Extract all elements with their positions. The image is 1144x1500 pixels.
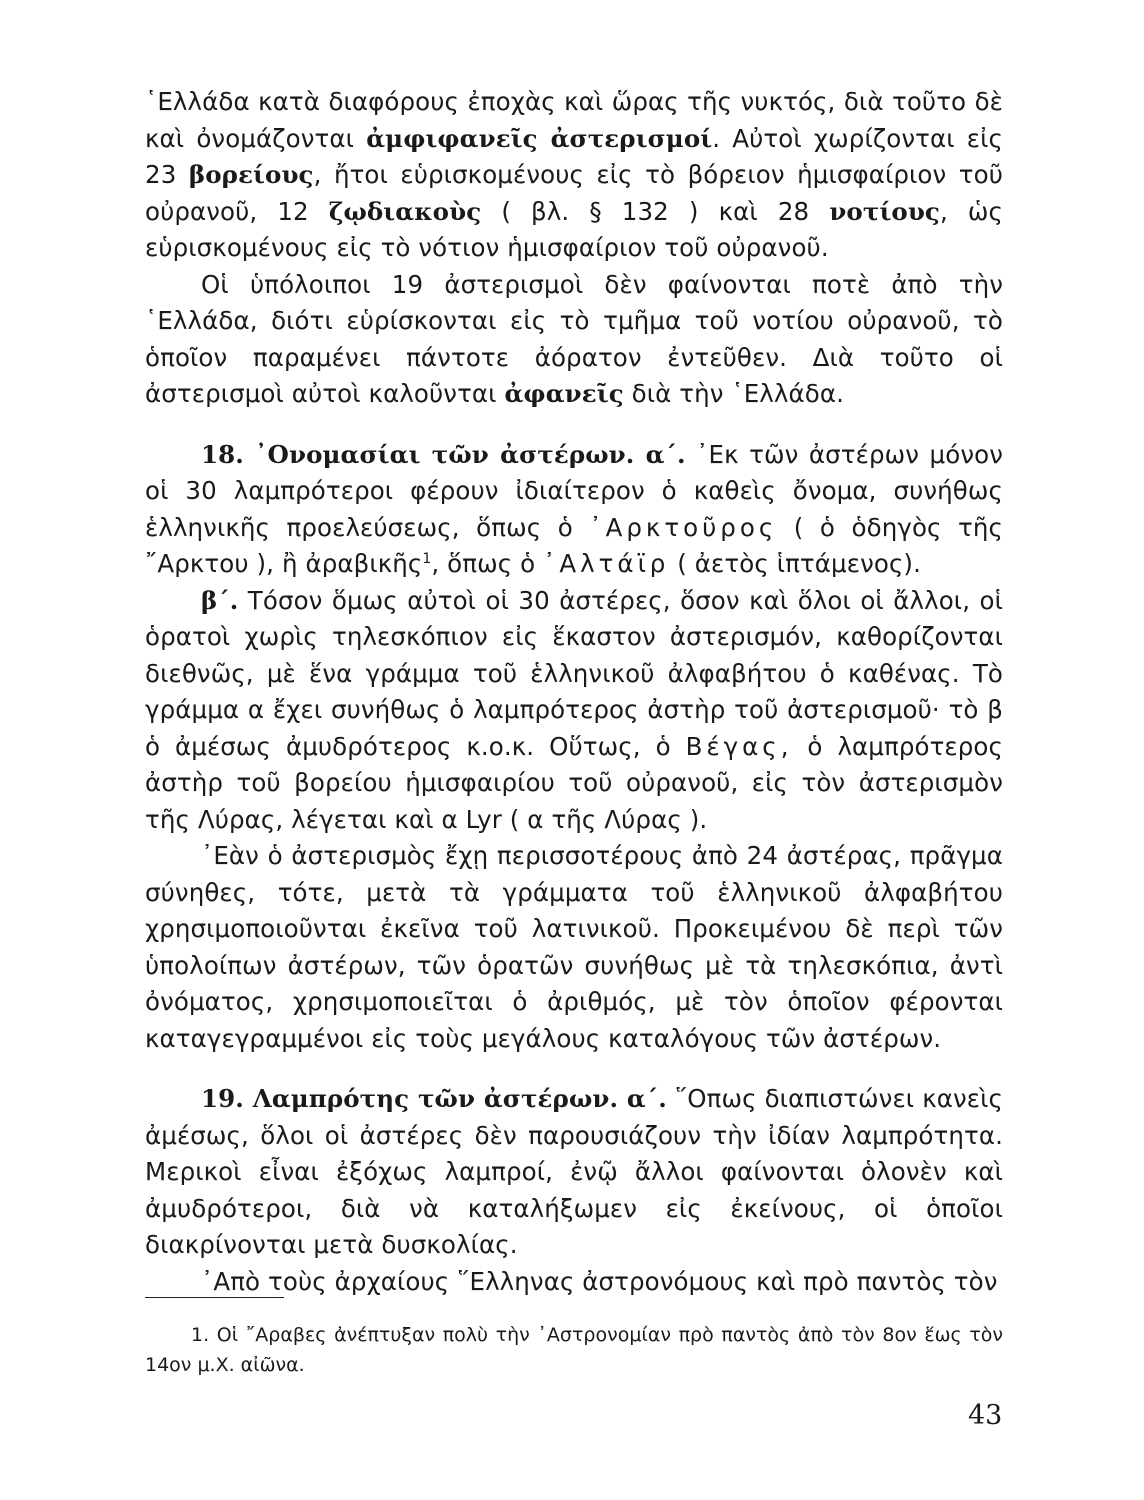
- term-zodiakoi: ζῳδιακοὺς: [328, 196, 482, 226]
- term-amphiphaneis: ἀμφιφανεῖς ἀστερισμοί: [366, 123, 713, 153]
- footnote-text: 1. Οἱ ῎Αραβες ἀνέπτυξαν πολὺ τὴν ᾿Αστρονομίαν πρὸ παντὸς ἀπὸ τὸν 8ον ἕως τὸν 14ον μ.Χ. αἰῶνα.: [145, 1324, 1003, 1376]
- footnote-ref: 1: [422, 550, 432, 567]
- main-text: [145, 84, 1003, 1300]
- term-boreioi: βορείους: [188, 160, 314, 189]
- paragraph-latin-letters: ᾿Εὰν ὁ ἀστερισμὸς ἔχῃ περισσοτέρους ἀπὸ 24 ἀστέρας, πρᾶγμα σύνηθες, τότε, μετὰ τὰ γράμματα τοῦ ἑλληνικοῦ ἀλφαβήτου χρησιμοποιοῦνται ἐκεῖνα τοῦ λατινικοῦ. Προκειμένου δὲ περὶ τῶν ὑπολοίπων ἀστέρων, τῶν ὁρατῶν συνήθως μὲ τὰ τηλεσκόπια, ἀντὶ ὀνόματος, χρησιμοποιεῖται ὁ ἀριθμός, μὲ τὸν ὁποῖον φέρονται καταγεγραμμένοι εἰς τοὺς μεγάλους καταλόγους τῶν ἀστέρων.: [145, 841, 1003, 1053]
- paragraph-beta: β΄. Τόσον ὅμως αὐτοὶ οἱ 30 ἀστέρες, ὅσον καὶ ὅλοι οἱ ἄλλοι, οἱ ὁρατοὶ χωρὶς τηλεσκόπιον εἰς ἕκαστον ἀστερισμόν, καθορίζονται διεθνῶς, μὲ ἕνα γράμμα τοῦ ἑλληνικοῦ ἀλφαβήτου ὁ καθένας. Τὸ γράμμα α ἔχει συνήθως ὁ λαμπρότερος ἀστὴρ τοῦ ἀστερισμοῦ· τὸ β ὁ ἀμέσως ἀμυδρότερος κ.ο.κ. Οὕτως, ὁ Βέγας, ὁ λαμπρότερος ἀστὴρ τοῦ βορείου ἡμισφαιρίου τοῦ οὐρανοῦ, εἰς τὸν ἀστερισμὸν τῆς Λύρας, λέγεται καὶ α Lyr ( α τῆς Λύρας ).: [145, 585, 1003, 834]
- subsection-beta-label: β΄.: [201, 585, 239, 615]
- section-18-heading: 18. ᾿Ονομασίαι τῶν ἀστέρων. α΄.: [201, 439, 686, 469]
- paragraph-ancient-astronomers: ᾿Απὸ τοὺς ἀρχαίους ῞Ελληνας ἀστρονόμους καὶ πρὸ παντὸς τὸν: [201, 1266, 998, 1296]
- footnote-divider: [145, 1297, 284, 1298]
- star-name-altair: ᾿Αλτάϊρ: [543, 549, 670, 578]
- footnote: [145, 1320, 1003, 1380]
- term-notioi: νοτίους: [829, 196, 940, 226]
- page-number: 43: [968, 1400, 1003, 1431]
- section-19: 19. Λαμπρότης τῶν ἀστέρων. α΄. ῞Οπως διαπιστώνει κανεὶς ἀμέσως, ὅλοι οἱ ἀστέρες δὲν παρουσιάζουν τὴν ἰδίαν λαμπρότητα. Μερικοὶ εἶναι ἐξόχως λαμπροί, ἐνῷ ἄλλοι φαίνονται ὁλονὲν καὶ ἀμυδρότεροι, διὰ νὰ καταλήξωμεν εἰς ἐκείνους, οἱ ὁποῖοι διακρίνονται μετὰ δυσκολίας.: [145, 1084, 1003, 1259]
- star-name-vega: Βέγας,: [685, 731, 793, 761]
- term-aphaneis: ἀφανεῖς: [504, 379, 624, 408]
- section-19-heading: 19. Λαμπρότης τῶν ἀστέρων. α΄.: [201, 1084, 667, 1113]
- star-name-arcturus: ᾿Αρκτοῦρος: [589, 512, 778, 542]
- section-18: 18. ᾿Ονομασίαι τῶν ἀστέρων. α΄. ᾿Εκ τῶν ἀστέρων μόνον οἱ 30 λαμπρότεροι φέρουν ἰδιαίτερον ὁ καθεὶς ὄνομα, συνήθως ἑλληνικῆς προελεύσεως, ὅπως ὁ ᾿Αρκτοῦρος ( ὁ ὁδηγὸς τῆς ῎Αρκτου ), ἢ ἀραβικῆς$^1$, ὅπως ὁ ᾿Αλτάϊρ ( ἀετὸς ἱπτάμενος).: [145, 439, 1004, 578]
- paragraph-amphiphaneis: ῾Ελλάδα κατὰ διαφόρους ἐποχὰς καὶ ὥρας τῆς νυκτός, διὰ τοῦτο δὲ καὶ ὀνομάζονται ἀμφιφανεῖς ἀστερισμοί. Αὐτοὶ χωρίζονται εἰς 23 βορείους, ἤτοι εὑρισκομένους εἰς τὸ βόρειον ἡμισφαίριον τοῦ οὐρανοῦ, 12 ζῳδιακοὺς ( βλ. § 132 ) καὶ 28 νοτίους, ὡς εὑρισκομένους εἰς τὸ νότιον ἡμισφαίριον τοῦ οὐρανοῦ.: [145, 87, 1004, 262]
- paragraph-aphaneis: Οἱ ὑπόλοιποι 19 ἀστερισμοὶ δὲν φαίνονται ποτὲ ἀπὸ τὴν ῾Ελλάδα, διότι εὑρίσκονται εἰς τὸ τμῆμα τοῦ νοτίου οὐρανοῦ, τὸ ὁποῖον παραμένει πάντοτε ἀόρατον ἐντεῦθεν. Διὰ τοῦτο οἱ ἀστερισμοὶ αὐτοὶ καλοῦνται ἀφανεῖς διὰ τὴν ῾Ελλάδα.: [145, 269, 1003, 408]
